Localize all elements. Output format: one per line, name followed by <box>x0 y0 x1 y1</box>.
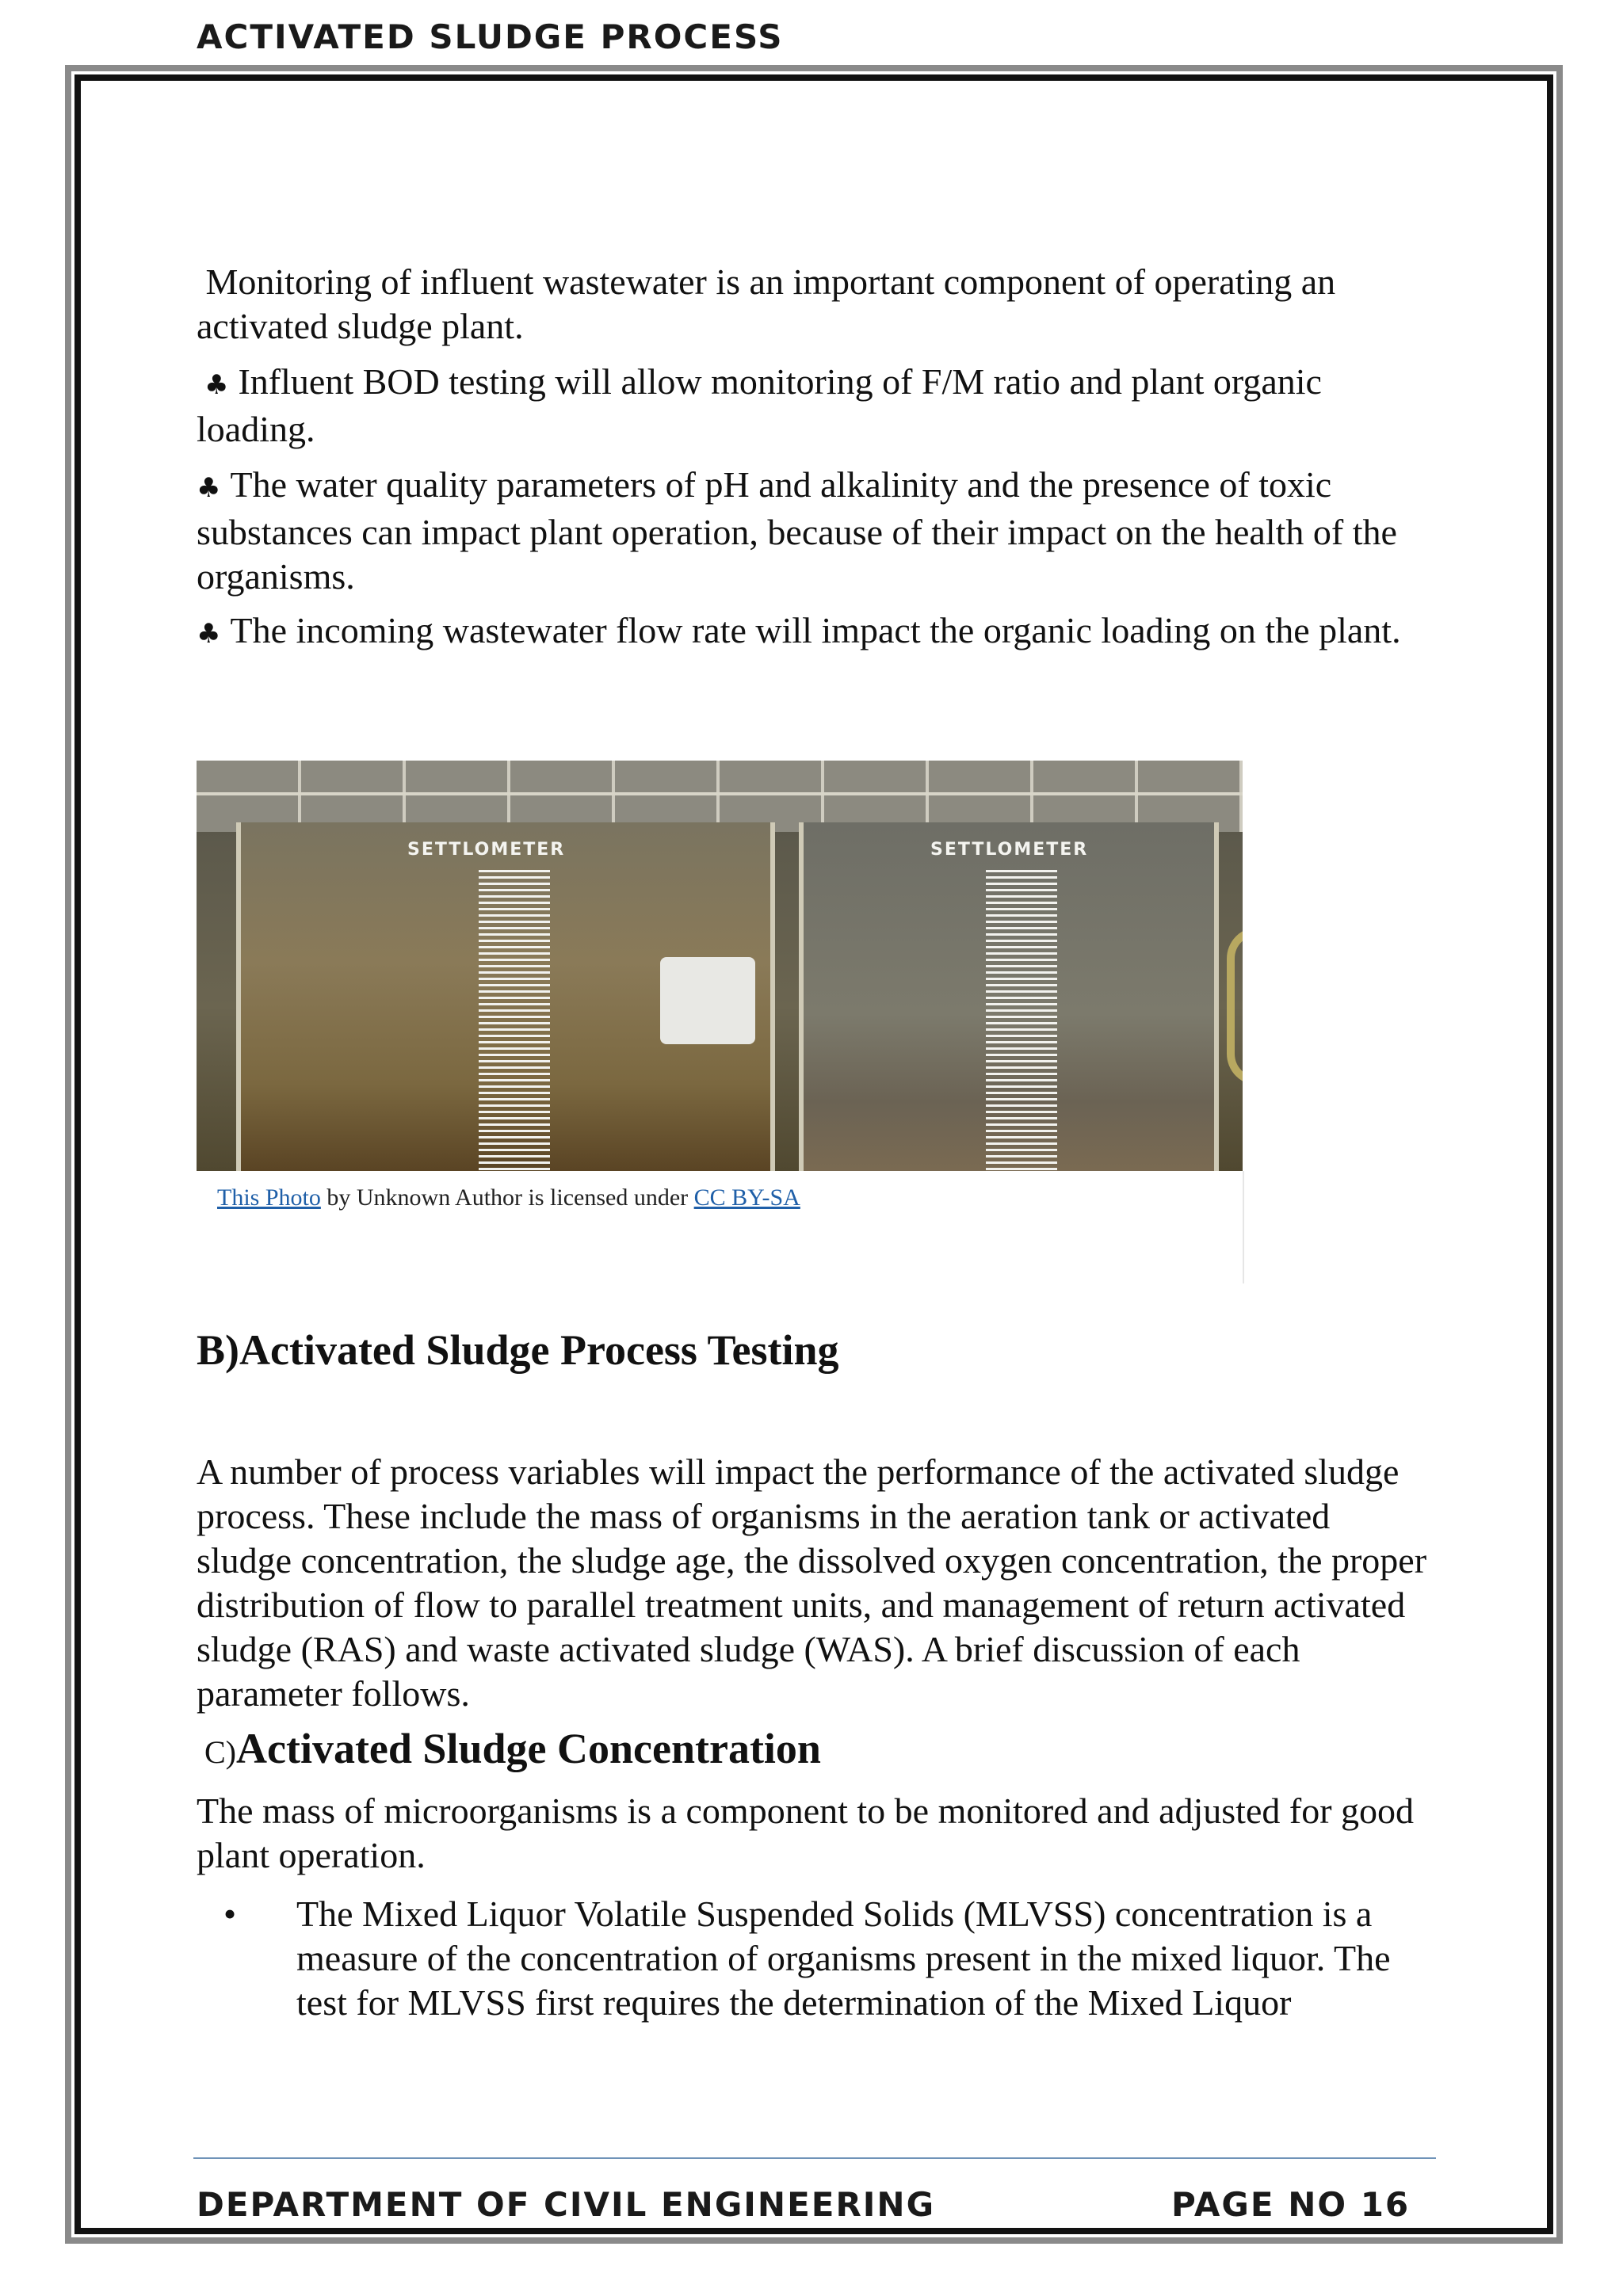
settlometer-right <box>799 822 1219 1171</box>
graduation-scale <box>986 870 1057 1171</box>
photo-edge-line <box>1243 1171 1244 1283</box>
section-b-paragraph: A number of process variables will impact the performance of the activated sludge process. These include the mass of organisms in the aeration tank or activated sludge concentration, the sludge age, the dissolved oxygen concentration, the proper distribution of flow to parallel treatment units, and management of return activated sludge (RAS) and waste activated sludge (WAS). A brief discussion of each parameter follows. <box>197 1451 1427 1714</box>
bullet-icon: • <box>223 1894 237 1934</box>
page-number: PAGE NO 16 <box>1171 2185 1411 2224</box>
club-bullet-icon: ♣ <box>204 369 229 401</box>
list-item: ♣ The water quality parameters of pH and alkalinity and the presence of toxic substances can impact plant operation, because of their impact on the health of the organisms. <box>197 464 1397 597</box>
settlometer-photo <box>197 761 1243 1171</box>
running-header: ACTIVATED SLUDGE PROCESS <box>197 17 784 56</box>
graduation-scale <box>479 870 550 1171</box>
intro-paragraph: Monitoring of influent wastewater is an important component of operating an activated sludge plant. <box>197 261 1336 346</box>
section-b-heading: B)Activated Sludge Process Testing <box>197 1326 839 1374</box>
photo-jar <box>660 957 755 1044</box>
section-c-heading: C)Activated Sludge Concentration <box>204 1725 821 1772</box>
license-link[interactable]: CC BY-SA <box>693 1184 800 1211</box>
footer-department: DEPARTMENT OF CIVIL ENGINEERING <box>197 2185 936 2224</box>
photo-credit: This Photo by Unknown Author is licensed under CC BY-SA <box>217 1184 800 1211</box>
club-bullet-icon: ♣ <box>197 618 221 650</box>
list-item: The Mixed Liquor Volatile Suspended Solids (MLVSS) concentration is a measure of the concentration of organisms present in the mixed liquor. The test for MLVSS first requires the determination of the Mixed Liquor <box>296 1894 1391 2023</box>
photo-link[interactable]: This Photo <box>217 1184 321 1211</box>
footer-divider <box>193 2157 1436 2159</box>
list-item: ♣ The incoming wastewater flow rate will impact the organic loading on the plant. <box>197 608 1433 656</box>
section-c-paragraph: The mass of microorganisms is a component to be monitored and adjusted for good plant operation. <box>197 1791 1415 1875</box>
settlometer-label: SETTLOMETER <box>930 840 1089 860</box>
photo-rope <box>1227 927 1243 1085</box>
settlometer-label: SETTLOMETER <box>407 840 566 860</box>
photo-wall-tiles <box>197 761 1243 832</box>
club-bullet-icon: ♣ <box>197 472 221 504</box>
list-item: ♣ Influent BOD testing will allow monitoring of F/M ratio and plant organic loading. <box>197 361 1322 449</box>
